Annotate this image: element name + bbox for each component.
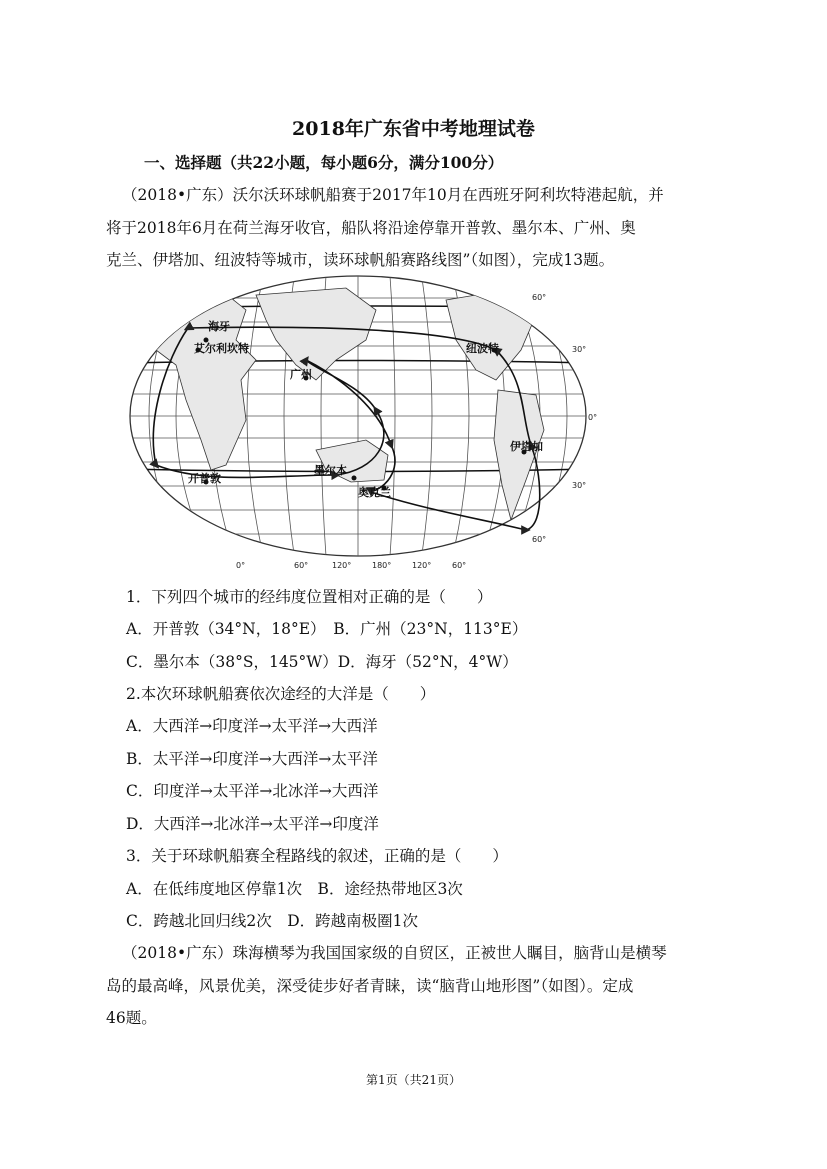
intro-line-3: 克兰、伊塔加、纽波特等城市，读环球帆船赛路线图”（如图），完成1󠄀3题。 — [106, 251, 615, 269]
haiya-label: 海牙 — [208, 320, 230, 333]
q3-text: 关于环球帆船赛全程路线的叙述，正确的是（ ） — [151, 847, 508, 865]
section-heading: 一、选择题（共22小题，每小题6分，满分100分） — [144, 153, 504, 172]
q1-text: 下列四个城市的经纬度位置相对正确的是（ ） — [151, 588, 493, 606]
lat-label-60n: 60° — [532, 293, 547, 302]
lat-label-30n: 30° — [572, 345, 587, 354]
q2-option-c: C．印度洋→太平洋→北冰洋→大西洋 — [126, 782, 379, 800]
intro2-line-3: 4󠄀6题。 — [106, 1009, 157, 1027]
q3-option-ab: A．在低纬度地区停靠1次 B．途经热带地区3次 — [126, 880, 463, 898]
sailing-route-map — [126, 270, 598, 570]
melbourne-marker — [352, 476, 357, 481]
q2-stem — [126, 682, 435, 704]
lat-label-0: 0° — [588, 413, 598, 422]
q2-option-d: D．大西洋→北冰洋→太平洋→印度洋 — [126, 815, 379, 833]
alicante-label: 艾尔利坎特 — [194, 342, 249, 355]
q1-num: 1． — [126, 588, 152, 606]
auckland-label: 奥克兰 — [358, 486, 391, 499]
itajai-label: 伊塔加 — [510, 440, 543, 453]
lon-label-120e: 120° — [332, 561, 352, 570]
lat-label-30s: 30° — [572, 481, 587, 490]
lon-label-60e: 60° — [294, 561, 309, 570]
q1-option-ab: A．开普敦（34°N，18°E） B．广州（23°N，113°E） — [126, 620, 528, 638]
lat-label-60s: 60° — [532, 535, 547, 544]
q1-stem — [126, 585, 492, 607]
q2-option-a: A．大西洋→印度洋→太平洋→大西洋 — [126, 717, 378, 735]
lon-label-180: 180° — [372, 561, 392, 570]
q2-text: 本次环球帆船赛依次途经的大洋是（ ） — [140, 685, 436, 703]
q1-option-cd: C．墨尔本（38°S，145°W）D．海牙（52°N，4°W） — [126, 653, 518, 671]
guangzhou-label: 广州 — [290, 368, 312, 381]
newport-label: 纽波特 — [466, 342, 499, 355]
page-footer: 第1页（共21页） — [366, 1073, 461, 1087]
lon-label-120w: 120° — [412, 561, 432, 570]
intro2-line-1: （2018•广东）珠海横琴为我国国家级的自贸区，正被世人瞩目，脑背山是横琴 — [122, 944, 667, 962]
capetown-label: 开普敦 — [188, 472, 221, 485]
intro-line-2: 将于2018年6月在荷兰海牙收官，船队将沿途停靠开普敦、墨尔本、广州、奥 — [106, 219, 636, 237]
q2-option-b: B．太平洋→印度洋→大西洋→太平洋 — [126, 750, 378, 768]
melbourne-label: 墨尔本 — [314, 464, 347, 477]
q3-option-cd: C．跨越北回归线2次 D．跨越南极圈1次 — [126, 912, 419, 930]
map-svg — [126, 270, 598, 570]
intro2-line-2: 岛的最高峰，风景优美，深受徒步好者青睐，读“脑背山地形图”（如图）。定成 — [106, 977, 634, 995]
intro-line-1: （2018•广东）沃尔沃环球帆船赛于2017年10月在西班牙阿利坎特港起航，并 — [122, 186, 664, 204]
q3-stem — [126, 844, 508, 866]
q2-num: 2. — [126, 685, 141, 703]
page-title: 2018年广东省中考地理试卷 — [292, 118, 535, 140]
lon-label-0: 0° — [236, 561, 246, 570]
q3-num: 3． — [126, 847, 152, 865]
lon-label-60w: 60° — [452, 561, 467, 570]
